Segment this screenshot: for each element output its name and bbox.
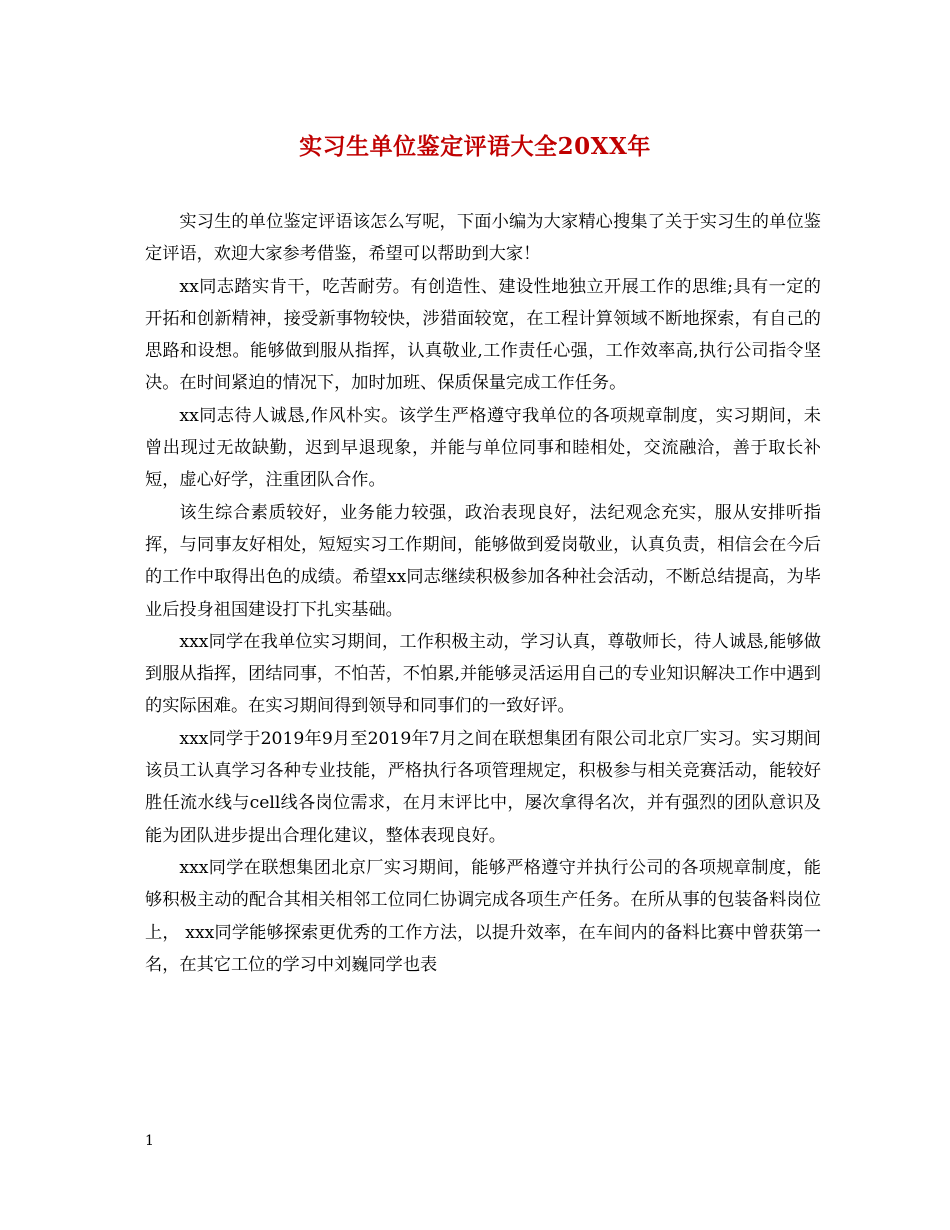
paragraph-evaluation-5: xxx同学于2019年9月至2019年7月之间在联想集团有限公司北京厂实习。实习期间该员工认真学习各种专业技能，严格执行各项管理规定，积极参与相关竞赛活动，能较好胜任流水线与cell线各岗位需求，在月末评比中，屡次拿得名次，并有强烈的团队意识及能为团队进步提出合理化建议，整体表现良好。 <box>145 728 821 846</box>
document-body <box>145 206 821 981</box>
paragraph-evaluation-2: xx同志待人诚恳,作风朴实。该学生严格遵守我单位的各项规章制度，实习期间，未曾出现过无故缺勤，迟到早退现象，并能与单位同事和睦相处，交流融洽，善于取长补短，虚心好学，注重团队合作。 <box>145 405 821 491</box>
paragraph-evaluation-1: xx同志踏实肯干，吃苦耐劳。有创造性、建设性地独立开展工作的思维;具有一定的开拓和创新精神，接受新事物较快，涉猎面较宽，在工程计算领域不断地探索，有自己的思路和设想。能够做到服从指挥，认真敬业,工作责任心强，工作效率高,执行公司指令坚决。在时间紧迫的情况下，加时加班、保质保量完成工作任务。 <box>145 276 821 394</box>
document-title: 实习生单位鉴定评语大全20XX年 <box>299 133 651 160</box>
paragraph-evaluation-6: xxx同学在联想集团北京厂实习期间，能够严格遵守并执行公司的各项规章制度，能够积极主动的配合其相关相邻工位同仁协调完成各项生产任务。在所从事的包装备料岗位上， xxx同学能够探索更优秀的工作方法，以提升效率，在车间内的备料比赛中曾获第一名，在其它工位的学习中刘巍同学也表 <box>145 857 821 975</box>
paragraph-intro: 实习生的单位鉴定评语该怎么写呢，下面小编为大家精心搜集了关于实习生的单位鉴定评语，欢迎大家参考借鉴，希望可以帮助到大家！ <box>145 212 821 265</box>
page-number: 1 <box>145 1133 154 1149</box>
paragraph-evaluation-3: 该生综合素质较好，业务能力较强，政治表现良好，法纪观念充实，服从安排听指挥，与同事友好相处，短短实习工作期间，能够做到爱岗敬业，认真负责，相信会在今后的工作中取得出色的成绩。希望xx同志继续积极参加各种社会活动，不断总结提高，为毕业后投身祖国建设打下扎实基础。 <box>145 502 821 620</box>
paragraph-evaluation-4: xxx同学在我单位实习期间，工作积极主动，学习认真，尊敬师长，待人诚恳,能够做到服从指挥，团结同事，不怕苦，不怕累,并能够灵活运用自己的专业知识解决工作中遇到的实际困难。在实习期间得到领导和同事们的一致好评。 <box>145 631 821 717</box>
